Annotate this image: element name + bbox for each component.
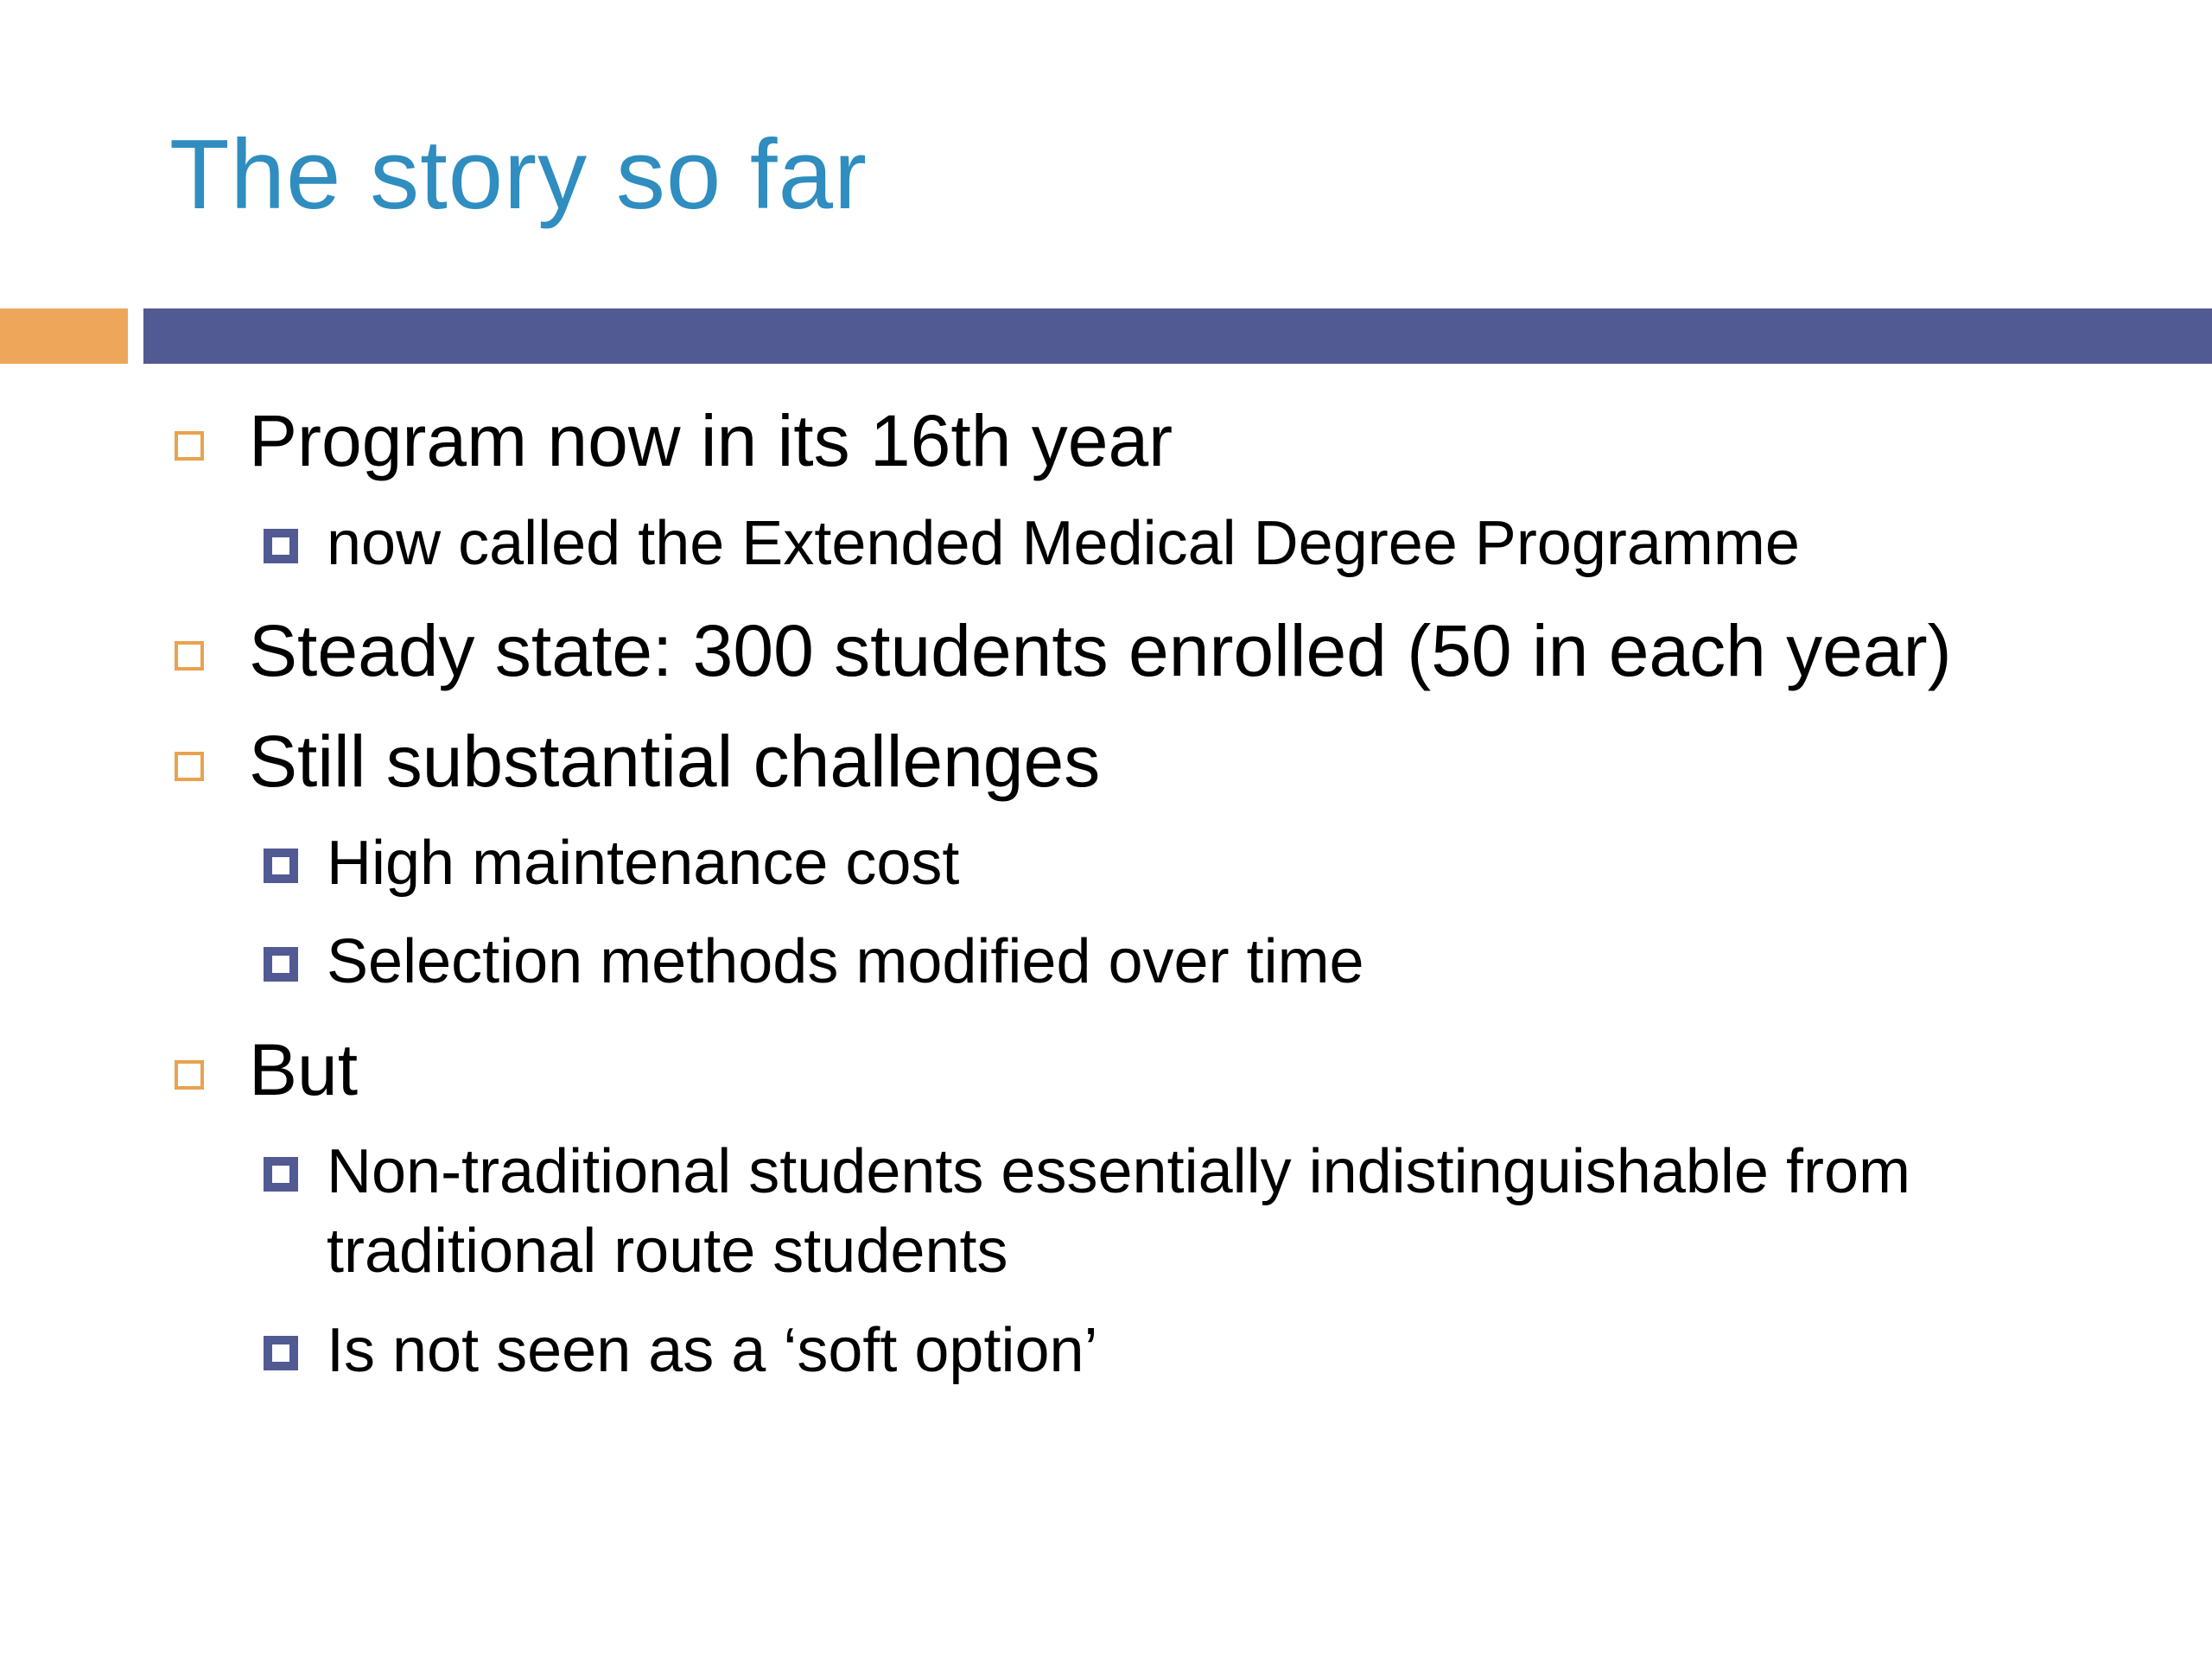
bullet-square-outline-icon (175, 641, 204, 671)
bullet-square-filled-icon (264, 1336, 298, 1370)
title-rule-main (143, 308, 2212, 364)
bullet-item-level1: Program now in its 16th year (249, 400, 1173, 481)
bullet-square-filled-icon (264, 1157, 298, 1192)
bullet-square-outline-icon (175, 1060, 204, 1090)
bullet-item-level2: Is not seen as a ‘soft option’ (327, 1316, 1098, 1385)
bullet-square-outline-icon (175, 431, 204, 461)
bullet-item-level1: Still substantial challenges (249, 721, 1101, 802)
slide-title: The story so far (169, 120, 868, 230)
bullet-item-level2: High maintenance cost (327, 829, 960, 898)
bullet-square-filled-icon (264, 529, 298, 563)
bullet-item-level2: Non-traditional students essentially indistinguishable from traditional route students (327, 1137, 1910, 1286)
bullet-item-level1: Steady state: 300 students enrolled (50 in each year) (249, 610, 1952, 691)
bullet-square-filled-icon (264, 947, 298, 982)
bullet-square-outline-icon (175, 752, 204, 781)
bullet-item-level2: Selection methods modified over time (327, 927, 1364, 996)
bullet-square-filled-icon (264, 849, 298, 883)
title-rule-accent (0, 308, 128, 364)
bullet-item-level2: now called the Extended Medical Degree Programme (327, 509, 1800, 578)
bullet-item-level1: But (249, 1029, 359, 1110)
